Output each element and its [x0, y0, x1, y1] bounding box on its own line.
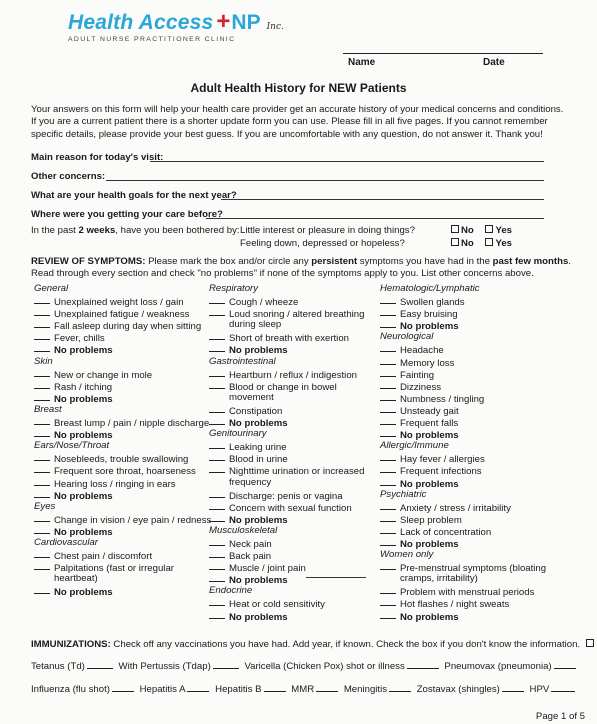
symptom-label: Breast lump / pain / nipple discharge	[54, 418, 210, 430]
vaccine-year-field[interactable]	[213, 660, 239, 669]
screening-q1-answers: No Yes	[448, 225, 512, 236]
no-problems-option	[34, 525, 209, 537]
symptom-label: Anxiety / stress / irritability	[400, 502, 511, 514]
name-label: Name	[348, 57, 376, 68]
page-title: Adult Health History for NEW Patients	[190, 81, 407, 95]
logo-np: NP	[231, 11, 261, 34]
check-blank[interactable]	[34, 307, 50, 316]
symptom-item	[209, 464, 381, 476]
symptom-label: Unexplained weight loss / gain	[54, 297, 184, 309]
section-heading-breast: Breast	[34, 403, 62, 415]
symptom-label: Nosebleeds, trouble swallowing	[54, 454, 189, 466]
symptom-label: No problems	[400, 611, 459, 623]
symptom-item	[34, 380, 209, 392]
logo-name: Health Access	[68, 11, 214, 34]
symptom-item	[380, 404, 560, 416]
logo-inc: Inc.	[266, 22, 284, 32]
symptom-item	[209, 319, 381, 331]
section-heading-genitourinary: Genitourinary	[209, 428, 267, 440]
symptom-item	[209, 368, 381, 380]
symptom-item	[209, 597, 381, 609]
symptom-label: No problems	[54, 526, 113, 538]
symptom-label: Lack of concentration	[400, 526, 492, 538]
symptom-label: No problems	[229, 575, 288, 587]
symptom-label: No problems	[54, 430, 113, 442]
prior-care-question: Where were you getting your care before?	[31, 209, 223, 220]
name-date-line[interactable]	[343, 53, 543, 54]
symptom-label: No problems	[54, 490, 113, 502]
check-blank[interactable]	[34, 380, 50, 389]
ros-column-3	[380, 283, 560, 622]
section-heading-skin: Skin	[34, 355, 53, 367]
check-blank[interactable]	[380, 319, 396, 328]
symptom-label: Frequent falls	[400, 418, 459, 430]
check-blank[interactable]	[209, 404, 225, 413]
check-blank[interactable]	[209, 501, 225, 510]
symptom-label: Swollen glands	[400, 297, 465, 309]
ros-column-2	[209, 283, 381, 622]
q1-no-checkbox[interactable]	[451, 225, 459, 233]
symptom-label: No problems	[54, 393, 113, 405]
no-problems-option	[209, 513, 381, 525]
symptom-label: Fall asleep during day when sitting	[54, 321, 202, 333]
symptom-label: Sleep problem	[400, 514, 462, 526]
symptom-label: Hot flashes / night sweats	[400, 599, 510, 611]
symptom-item	[34, 307, 209, 319]
symptom-item	[34, 573, 209, 585]
symptom-label: No problems	[54, 345, 113, 357]
symptom-label: Muscle / joint pain	[229, 563, 306, 575]
symptom-label: Discharge: penis or vagina	[229, 490, 343, 502]
reason-field[interactable]	[150, 160, 544, 162]
clinic-logo	[68, 8, 284, 43]
check-blank[interactable]	[380, 597, 396, 606]
vaccine-year-field[interactable]	[389, 683, 411, 692]
symptom-label: cramps, irritability)	[400, 573, 478, 585]
check-blank[interactable]	[34, 525, 50, 534]
goals-field[interactable]	[221, 198, 544, 200]
no-problems-option	[34, 392, 209, 404]
symptom-item	[209, 440, 381, 452]
joint-pain-location-field[interactable]	[306, 576, 366, 578]
symptom-label: Unsteady gait	[400, 405, 459, 417]
check-blank[interactable]	[209, 513, 225, 522]
no-problems-option	[34, 489, 209, 501]
no-problems-option	[209, 610, 381, 622]
check-blank[interactable]	[380, 501, 396, 510]
symptom-label: Chest pain / discomfort	[54, 551, 153, 563]
check-blank[interactable]	[34, 368, 50, 377]
check-blank[interactable]	[380, 513, 396, 522]
check-blank[interactable]	[34, 416, 50, 425]
check-blank[interactable]	[209, 416, 225, 425]
vaccine-year-field[interactable]	[502, 683, 524, 692]
symptom-item	[209, 537, 381, 549]
check-blank[interactable]	[34, 464, 50, 473]
symptom-item	[380, 513, 560, 525]
symptom-item	[380, 585, 560, 597]
check-blank[interactable]	[380, 307, 396, 316]
symptom-item	[380, 464, 560, 476]
check-blank[interactable]	[34, 549, 50, 558]
no-problems-option	[380, 428, 560, 440]
ros-instructions: REVIEW OF SYMPTOMS: Please mark the box and/or circle any persistent symptoms you have had in the past few months. Read through every section and check "no problems" if none of the symptoms apply to you. List other concerns above.	[31, 256, 571, 280]
symptom-item	[34, 368, 209, 380]
section-heading-respiratory: Respiratory	[209, 283, 259, 294]
symptom-item	[380, 356, 560, 368]
section-heading-gastrointestinal: Gastrointestinal	[209, 355, 276, 367]
vaccine-label: With Pertussis (Tdap)	[118, 661, 211, 672]
check-blank[interactable]	[34, 561, 50, 570]
symptom-label: Problem with menstrual periods	[400, 587, 535, 599]
check-blank[interactable]	[209, 573, 225, 582]
symptom-item	[380, 452, 560, 464]
symptom-item	[34, 295, 209, 307]
check-blank[interactable]	[209, 610, 225, 619]
symptom-label: No problems	[229, 345, 288, 357]
check-blank[interactable]	[380, 525, 396, 534]
logo-tagline: ADULT NURSE PRACTITIONER CLINIC	[68, 36, 236, 43]
symptom-label: movement	[229, 391, 274, 403]
vaccine-year-field[interactable]	[187, 683, 209, 692]
check-blank[interactable]	[209, 452, 225, 461]
symptom-item	[209, 561, 381, 573]
unknown-immunization-checkbox[interactable]	[586, 639, 594, 647]
vaccine-label: Tetanus (Td)	[31, 661, 85, 672]
screening-q2-answers: No Yes	[448, 238, 512, 249]
check-blank[interactable]	[380, 380, 396, 389]
screening-q1: Little interest or pleasure in doing things?	[240, 225, 415, 236]
q1-yes-checkbox[interactable]	[485, 225, 493, 233]
symptom-item	[380, 597, 560, 609]
symptom-label: No problems	[400, 321, 459, 333]
symptom-label: Constipation	[229, 405, 283, 417]
check-blank[interactable]	[209, 307, 225, 316]
reason-question: Main reason for today's visit:	[31, 152, 164, 163]
no-problems-option	[380, 477, 560, 489]
vaccine-label: Zostavax (shingles)	[416, 684, 500, 695]
logo-plus-icon: +	[216, 8, 231, 35]
section-heading-eyes: Eyes	[34, 500, 56, 512]
symptom-label: Concern with sexual function	[229, 502, 352, 514]
vaccine-label: Varicella (Chicken Pox) shot or illness	[244, 661, 405, 672]
symptom-item	[209, 404, 381, 416]
symptom-label: Short of breath with exertion	[229, 333, 349, 345]
symptom-label: Unexplained fatigue / weakness	[54, 309, 190, 321]
check-blank[interactable]	[380, 416, 396, 425]
symptom-item	[380, 525, 560, 537]
vaccine-year-field[interactable]	[112, 683, 134, 692]
other-concerns-question: Other concerns:	[31, 171, 106, 182]
symptom-item	[209, 452, 381, 464]
section-heading-allergic-immune: Allergic/Immune	[380, 440, 449, 452]
symptom-label: Memory loss	[400, 357, 455, 369]
symptom-item	[380, 295, 560, 307]
symptom-item	[380, 380, 560, 392]
symptom-item	[34, 452, 209, 464]
symptom-item	[380, 416, 560, 428]
symptom-item	[380, 307, 560, 319]
no-problems-option	[34, 585, 209, 597]
symptom-label: heartbeat)	[54, 573, 98, 585]
symptom-label: Hay fever / allergies	[400, 454, 485, 466]
other-concerns-field[interactable]	[106, 179, 544, 181]
check-blank[interactable]	[34, 295, 50, 304]
check-blank[interactable]	[380, 368, 396, 377]
symptom-item	[209, 331, 381, 343]
symptom-label: No problems	[229, 418, 288, 430]
no-problems-option	[380, 537, 560, 549]
symptom-label: Rash / itching	[54, 381, 113, 393]
symptom-label: Back pain	[229, 551, 272, 563]
vaccine-label: MMR	[291, 684, 315, 695]
check-blank[interactable]	[209, 440, 225, 449]
check-blank[interactable]	[380, 356, 396, 365]
q2-yes-checkbox[interactable]	[485, 238, 493, 246]
symptom-label: Heartburn / reflux / indigestion	[229, 369, 357, 381]
vaccine-label: Pneumovax (pneumonia)	[444, 661, 552, 672]
symptom-label: Cough / wheeze	[229, 297, 299, 309]
symptom-label: No problems	[229, 611, 288, 623]
vaccine-year-field[interactable]	[407, 660, 439, 669]
check-blank[interactable]	[380, 464, 396, 473]
symptom-item	[209, 295, 381, 307]
symptom-label: frequency	[229, 476, 272, 488]
symptom-label: No problems	[400, 538, 459, 550]
check-blank[interactable]	[34, 477, 50, 486]
q2-no-checkbox[interactable]	[451, 238, 459, 246]
intro-text: Your answers on this form will help your health care provider get an accurate history of your medical concerns and conditions. If you are a current patient there is a shorter update form you can use. Please fill in all five pages. If you cannot remember specific details, please provide your best guess. If you are uncomfortable with any question, do not answer it. Thank you!	[31, 104, 564, 140]
symptom-label: Heat or cold sensitivity	[229, 599, 325, 611]
symptom-label: Fever, chills	[54, 333, 105, 345]
check-blank[interactable]	[380, 428, 396, 437]
check-blank[interactable]	[380, 537, 396, 546]
section-heading-general: General	[34, 283, 69, 294]
vaccine-row-2	[31, 683, 578, 695]
symptom-item	[209, 392, 381, 404]
symptom-item	[34, 561, 209, 573]
check-blank[interactable]	[209, 368, 225, 377]
symptom-label: Blood in urine	[229, 454, 288, 466]
no-problems-option	[209, 416, 381, 428]
check-blank[interactable]	[209, 464, 225, 473]
symptom-label: during sleep	[229, 319, 282, 331]
check-blank[interactable]	[209, 331, 225, 340]
section-heading-neurological: Neurological	[380, 331, 434, 343]
symptom-item	[34, 513, 212, 526]
symptom-label: New or change in mole	[54, 369, 153, 381]
check-blank[interactable]	[380, 392, 396, 401]
check-blank[interactable]	[34, 331, 50, 340]
check-blank[interactable]	[34, 392, 50, 401]
symptom-label: Pre-menstrual symptoms (bloating	[400, 563, 547, 575]
symptom-label: Headache	[400, 345, 444, 357]
check-blank[interactable]	[34, 585, 50, 594]
section-heading-hematologic-lymphatic: Hematologic/Lymphatic	[380, 283, 480, 294]
check-blank[interactable]	[209, 295, 225, 304]
vaccine-label: Influenza (flu shot)	[31, 684, 110, 695]
vaccine-year-field[interactable]	[316, 683, 338, 692]
check-blank[interactable]	[380, 477, 396, 486]
check-blank[interactable]	[380, 610, 396, 619]
check-blank[interactable]	[380, 295, 396, 304]
symptom-label: Neck pain	[229, 538, 272, 550]
symptom-label: Change in vision / eye pain / redness	[54, 514, 212, 526]
ros-column-1	[34, 283, 212, 599]
vaccine-year-field[interactable]	[87, 660, 113, 669]
check-blank[interactable]	[34, 513, 50, 522]
section-heading-ears-nose-throat: Ears/Nose/Throat	[34, 440, 110, 452]
no-problems-option	[209, 343, 381, 355]
check-blank[interactable]	[209, 489, 225, 498]
check-blank[interactable]	[209, 343, 225, 352]
symptom-label: Hearing loss / ringing in ears	[54, 478, 176, 490]
check-blank[interactable]	[209, 380, 225, 389]
vaccine-year-field[interactable]	[264, 683, 286, 692]
screening-q2: Feeling down, depressed or hopeless?	[240, 238, 405, 249]
check-blank[interactable]	[209, 561, 225, 570]
check-blank[interactable]	[34, 452, 50, 461]
symptom-item	[380, 573, 560, 585]
check-blank[interactable]	[209, 597, 225, 606]
symptom-item	[34, 549, 209, 561]
vaccine-label: Hepatitis A	[139, 684, 186, 695]
vaccine-label: Hepatitis B	[215, 684, 262, 695]
vaccine-year-field[interactable]	[554, 660, 576, 669]
symptom-item	[34, 416, 209, 428]
check-blank[interactable]	[380, 561, 396, 570]
check-blank[interactable]	[380, 404, 396, 413]
vaccine-label: HPV	[529, 684, 550, 695]
symptom-label: Loud snoring / altered breathing	[229, 309, 365, 321]
symptom-item	[34, 464, 209, 476]
symptom-label: Nighttime urination or increased	[229, 466, 365, 478]
symptom-item	[209, 501, 381, 513]
section-heading-psychiatric: Psychiatric	[380, 488, 427, 500]
check-blank[interactable]	[34, 343, 50, 352]
symptom-item	[380, 561, 560, 573]
symptom-item	[380, 368, 560, 380]
no-problems-option	[34, 343, 209, 355]
symptom-item	[34, 331, 209, 343]
symptom-item	[34, 477, 209, 489]
check-blank[interactable]	[209, 549, 225, 558]
section-heading-endocrine: Endocrine	[209, 585, 253, 597]
symptom-item	[209, 380, 381, 392]
check-blank[interactable]	[34, 489, 50, 498]
page-number: Page 1 of 5	[535, 711, 585, 722]
symptom-label: Fainting	[400, 369, 435, 381]
goals-question: What are your health goals for the next year?	[31, 190, 237, 201]
symptom-label: Leaking urine	[229, 442, 287, 454]
check-blank[interactable]	[34, 428, 50, 437]
section-heading-cardiovascular: Cardiovascular	[34, 536, 98, 548]
symptom-label: No problems	[400, 430, 459, 442]
vaccine-label: Meningitis	[343, 684, 388, 695]
vaccine-year-field[interactable]	[551, 683, 575, 692]
check-blank[interactable]	[209, 537, 225, 546]
symptom-item	[380, 343, 560, 355]
symptom-item	[209, 549, 381, 561]
symptom-item	[209, 307, 381, 319]
symptom-item	[209, 477, 381, 489]
symptom-label: Numbness / tingling	[400, 393, 485, 405]
no-problems-option	[380, 610, 560, 622]
check-blank[interactable]	[380, 585, 396, 594]
check-blank[interactable]	[34, 319, 50, 328]
symptom-item	[380, 392, 560, 404]
symptom-label: Frequent sore throat, hoarseness	[54, 466, 196, 478]
symptom-item	[380, 501, 560, 513]
date-label: Date	[483, 57, 505, 68]
symptom-item	[209, 489, 381, 501]
section-heading-women-only: Women only	[380, 549, 434, 561]
symptom-label: No problems	[54, 587, 113, 599]
vaccine-row-1	[31, 660, 579, 672]
prior-care-field[interactable]	[206, 217, 544, 219]
symptom-label: Palpitations (fast or irregular	[54, 563, 174, 575]
symptom-label: Blood or change in bowel	[229, 381, 337, 393]
symptom-label: Dizziness	[400, 381, 442, 393]
symptom-label: No problems	[400, 478, 459, 490]
check-blank[interactable]	[380, 452, 396, 461]
symptom-label: Frequent infections	[400, 466, 482, 478]
immunizations-instructions: IMMUNIZATIONS: Check off any vaccinations you have had. Add year, if known. Check the box if you don't know the information.	[31, 639, 596, 650]
symptom-label: No problems	[229, 514, 288, 526]
no-problems-option	[34, 428, 209, 440]
screening-lead: In the past 2 weeks, have you been bothered by:	[31, 225, 240, 236]
symptom-item	[34, 319, 209, 331]
symptom-label: Easy bruising	[400, 309, 458, 321]
check-blank[interactable]	[380, 343, 396, 352]
no-problems-option	[380, 319, 560, 331]
section-heading-musculoskeletal: Musculoskeletal	[209, 524, 278, 536]
